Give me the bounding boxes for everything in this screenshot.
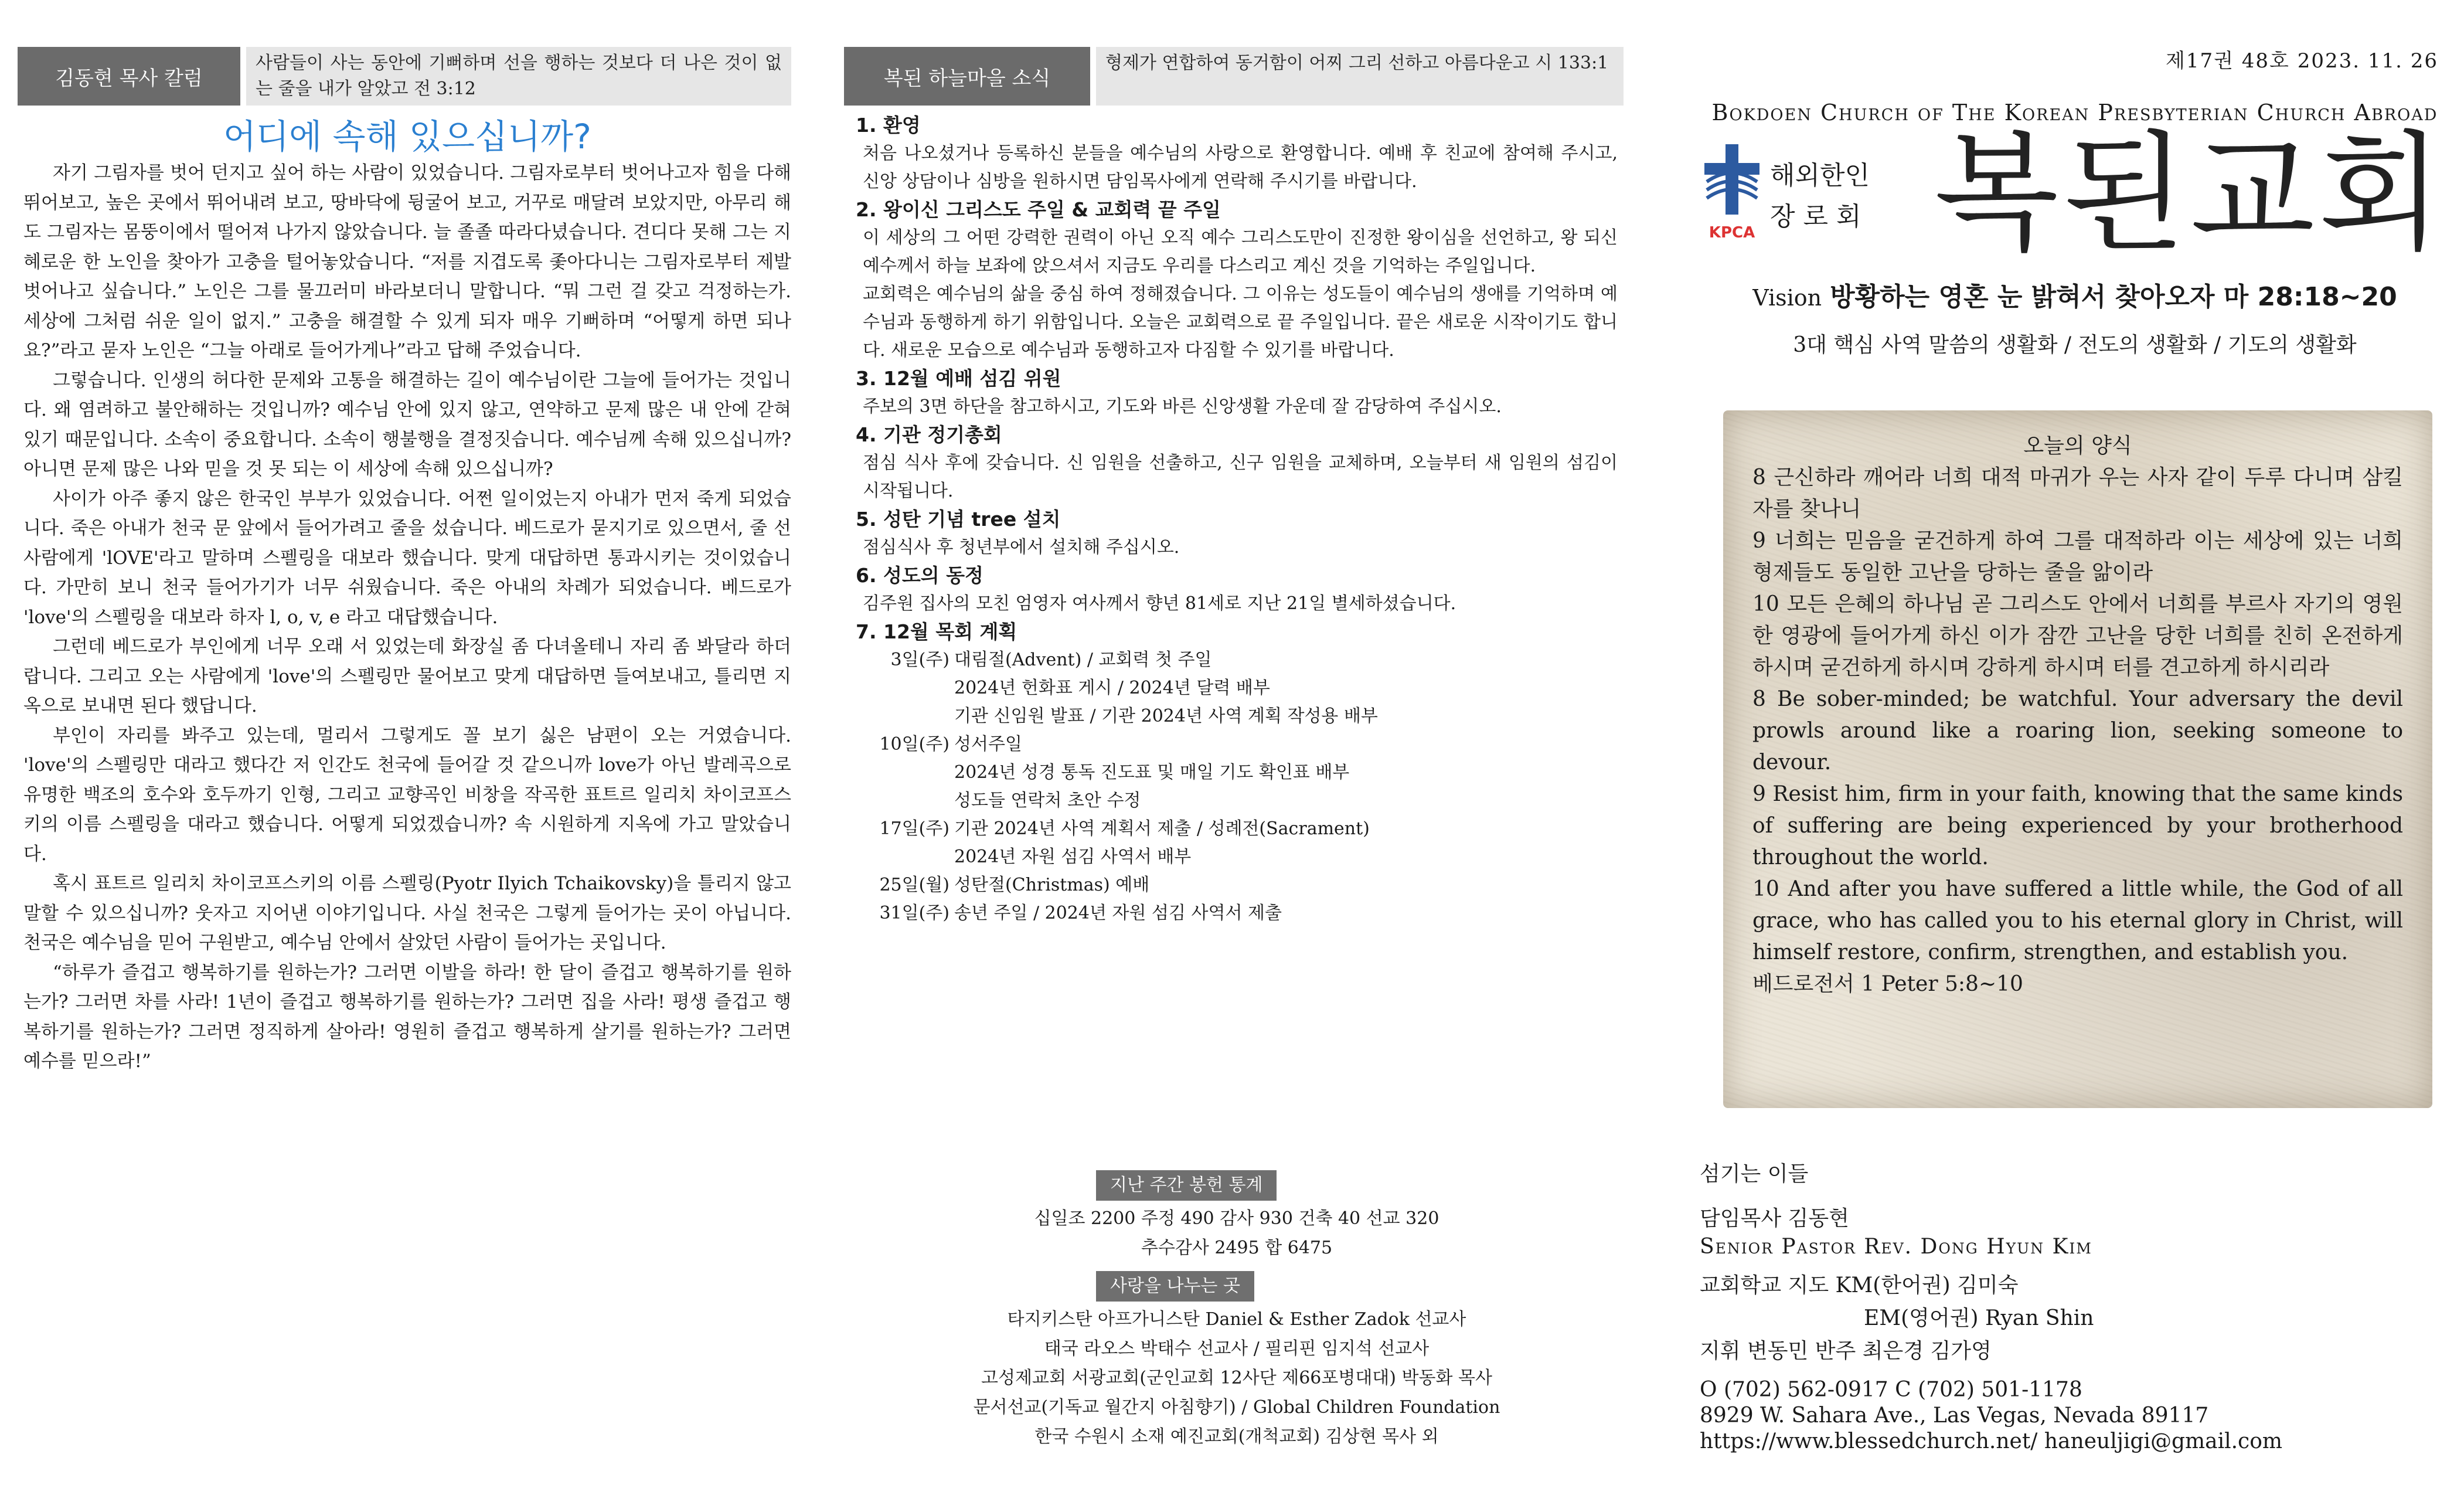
news-item-body: 김주원 집사의 모친 엄영자 여사께서 향년 81세로 지난 21일 별세하셨습니다. bbox=[863, 593, 1456, 614]
news-header bbox=[844, 47, 1629, 106]
news-item-title: 4. 기관 정기총회 bbox=[856, 423, 1002, 446]
reading-title: 오늘의 양식 bbox=[2023, 434, 2132, 458]
plan-row bbox=[856, 702, 1618, 730]
paragraph: 부인이 자리를 봐주고 있는데, 멀리서 그렇게도 꼴 보기 싫은 남편이 오는 거였습니다. 'love'의 스펠링만 대라고 했다간 저 인간도 천국에 들어갈 것 같으니까 love가 아닌 발레곡으로 유명한 백조의 호수와 호두까기 인형, 그리고 교향곡인 비창을 작곡한 표트르 일리치 차이코프스키의 이름 스펠링을 대라고 했습니다. 어떻게 되었겠습니까? 속 시원하게 지옥에 가고 말았습니다. bbox=[23, 725, 791, 865]
news-verse: 형제가 연합하여 동거함이 어찌 그리 선하고 아름다운고 시 133:1 bbox=[1096, 47, 1624, 106]
news-item bbox=[856, 421, 1618, 505]
plan-date: 31일(주) bbox=[879, 903, 949, 923]
plan-schedule bbox=[856, 646, 1618, 927]
sharing-line: 고성제교회 서광교회(군인교회 12사단 제66포병대대) 박동화 목사 bbox=[981, 1368, 1492, 1388]
plan-row bbox=[856, 646, 1618, 674]
news-item bbox=[856, 562, 1618, 618]
reading-verse: 8 근신하라 깨어라 너희 대적 마귀가 우는 사자 같이 두루 다니며 삼킬 자를 찾나니 bbox=[1752, 466, 2403, 521]
plan-row bbox=[856, 815, 1618, 843]
plan-row bbox=[856, 730, 1618, 759]
plan-date: 10일(주) bbox=[879, 734, 949, 755]
core-ministries: 3대 핵심 사역 말씀의 생활화 / 전도의 생활화 / 기도의 생활화 bbox=[1793, 333, 2357, 357]
reading-reference: 베드로전서 1 Peter 5:8~10 bbox=[1752, 972, 2023, 996]
sharing-list bbox=[844, 1305, 1629, 1452]
church-school-em: EM(영어권) Ryan Shin bbox=[1864, 1306, 2094, 1330]
church-english-name: Bokdoen Church of The Korean Presbyterian Church Abroad bbox=[1711, 100, 2438, 125]
plan-text: 2024년 성경 통독 진도표 및 매일 기도 확인표 배부 bbox=[954, 762, 1350, 783]
paragraph: 자기 그림자를 벗어 던지고 싶어 하는 사람이 있었습니다. 그림자로부터 벗어나고자 힘을 다해 뛰어보고, 높은 곳에서 뛰어내려 보고, 땅바닥에 뒹굴어 보고, 거꾸로 매달려 보았지만, 아무리 해도 그림자는 몸뚱이에서 떨어져 나가지 않았습니다. 늘 졸졸 따라다녔습니다. 견디다 못해 그는 지혜로운 한 노인을 찾아가 고충을 털어놓았습니다. “저를 지겹도록 좇아다니는 그림자로부터 제발 벗어나고 싶습니다.” 노인은 그를 물끄러미 바라보더니 말합니다. “뭐 그런 걸 갖고 걱정하는가. 세상에 그처럼 쉬운 일이 없지.” 고충을 해결할 수 있게 되자 매우 기뻐하며 “어떻게 하면 되나요?”라고 묻자 노인은 “그늘 아래로 들어가게나”라고 답해 주었습니다. bbox=[23, 162, 791, 361]
news-item-title: 5. 성탄 기념 tree 설치 bbox=[856, 508, 1061, 531]
news-item bbox=[856, 196, 1618, 365]
news-item-title: 3. 12월 예배 섬김 위원 bbox=[856, 367, 1061, 390]
paragraph: 혹시 표트르 일리치 차이코프스키의 이름 스펠링(Pyotr Ilyich Tchaikovsky)을 틀리지 않고 말할 수 있으십니까? 웃자고 지어낸 이야기입니다. 사실 천국은 그렇게 들어가는 곳이 아닙니다. 천국은 예수님을 믿어 구원받고, 예수님 안에서 살았던 사람이 들어가는 곳입니다. bbox=[23, 873, 791, 953]
column-verse: 사람들이 사는 동안에 기뻐하며 선을 행하는 것보다 더 나은 것이 없는 줄을 내가 알았고 전 3:12 bbox=[246, 47, 791, 106]
column-label: 김동현 목사 칼럼 bbox=[18, 47, 240, 106]
kpca-name bbox=[1770, 155, 1870, 237]
front-page bbox=[1688, 0, 2450, 1495]
phone-numbers: O (702) 562-0917 C (702) 501-1178 bbox=[1700, 1378, 2082, 1402]
offering-label: 지난 주간 봉헌 통계 bbox=[1096, 1170, 1277, 1201]
church-korean-name: 복된교회 bbox=[1934, 118, 2447, 269]
kpca-logo bbox=[1700, 141, 1764, 246]
daily-reading bbox=[1723, 410, 2432, 1108]
column-body bbox=[23, 158, 791, 1076]
plan-text: 기관 신임원 발표 / 기관 2024년 사역 계획 작성용 배부 bbox=[954, 706, 1378, 726]
kpca-name-line: 해외한인 bbox=[1770, 161, 1870, 191]
plan-text: 2024년 헌화표 게시 / 2024년 달력 배부 bbox=[954, 678, 1270, 698]
offering-line: 추수감사 2495 합 6475 bbox=[1141, 1238, 1333, 1258]
plan-title: 7. 12월 목회 계획 bbox=[856, 620, 1017, 643]
news-item-title: 6. 성도의 동정 bbox=[856, 564, 983, 587]
plan-row bbox=[856, 674, 1618, 702]
pastor-korean: 담임목사 김동현 bbox=[1700, 1207, 1849, 1231]
plan-text: 성탄절(Christmas) 예배 bbox=[954, 875, 1150, 895]
news-item-body: 주보의 3면 하단을 참고하시고, 기도와 바른 신앙생활 가운데 잘 감당하여 주십시오. bbox=[863, 396, 1502, 417]
church-school-km: 교회학교 지도 KM(한어권) 김미숙 bbox=[1700, 1273, 2019, 1297]
paragraph: 사이가 아주 좋지 않은 한국인 부부가 있었습니다. 어쩐 일이었는지 아내가 먼저 죽게 되었습니다. 죽은 아내가 천국 문 앞에서 들어가려고 줄을 섰습니다. 베드로가 묻지기로 있으면서, 줄 선 사람에게 'lOVE'라고 말하며 스펠링을 대보라 했습니다. 맞게 대답하면 통과시키는 것이었습니다. 가만히 보니 천국 들어가기가 너무 쉬웠습니다. 죽은 아내의 차례가 되었습니다. 베드로가 'love'의 스펠링을 대보라 하자 l, o, v, e 라고 대답했습니다. bbox=[23, 488, 791, 628]
plan-text: 2024년 자원 섬김 사역서 배부 bbox=[954, 847, 1192, 867]
news-item-title: 1. 환영 bbox=[856, 114, 921, 137]
plan-text: 성서주일 bbox=[954, 734, 1022, 755]
news-item bbox=[856, 365, 1618, 421]
vision-text: 방황하는 영혼 눈 밝혀서 찾아오자 마 28:18~20 bbox=[1830, 282, 2397, 312]
plan-text: 기관 2024년 사역 계획서 제출 / 성례전(Sacrament) bbox=[954, 818, 1370, 839]
paragraph: 그런데 베드로가 부인에게 너무 오래 서 있었는데 화장실 좀 다녀올테니 자리 좀 봐달라 하더랍니다. 그리고 오는 사람에게 'love'의 스펠링만 물어보고 맞게 대답하면 들여보내고, 틀리면 지옥으로 보내면 된다 했답니다. bbox=[23, 636, 791, 716]
sharing-line: 태국 라오스 박태수 선교사 / 필리핀 임지석 선교사 bbox=[1044, 1338, 1430, 1359]
kpca-logo-text: KPCA bbox=[1709, 224, 1755, 242]
sharing-line: 한국 수원시 소재 예진교회(개척교회) 김상현 목사 외 bbox=[1034, 1426, 1439, 1447]
news-item-body: 이 세상의 그 어떤 강력한 권력이 아닌 오직 예수 그리스도만이 진정한 왕이심을 선언하고, 왕 되신 예수께서 하늘 보좌에 앉으셔서 지금도 우리를 다스리고 계신 것을 기억하는 주일입니다. bbox=[863, 227, 1618, 276]
plan-row bbox=[856, 899, 1618, 927]
news-item bbox=[856, 618, 1618, 927]
sharing-label: 사랑을 나누는 곳 bbox=[1096, 1271, 1254, 1302]
reading-verse: 9 너희는 믿음을 굳건하게 하여 그를 대적하라 이는 세상에 있는 너희 형제들도 동일한 고난을 당하는 줄을 앎이라 bbox=[1752, 529, 2403, 585]
plan-date: 3일(주) bbox=[890, 650, 949, 670]
reading-verse: 10 And after you have suffered a little while, the God of all grace, who has called you to his eternal glory in Christ, will himself restore, confirm, strengthen, and establish you. bbox=[1752, 877, 2403, 964]
plan-text: 성도들 연락처 초안 수정 bbox=[954, 790, 1141, 811]
offering-stats bbox=[844, 1204, 1629, 1263]
reading-verse: 8 Be sober-minded; be watchful. Your adversary the devil prowls around like a roaring lion, seeking someone to devour. bbox=[1752, 687, 2403, 774]
news-item-title: 2. 왕이신 그리스도 주일 & 교회력 끝 주일 bbox=[856, 198, 1221, 221]
news-item bbox=[856, 505, 1618, 562]
pastor-column bbox=[18, 0, 797, 1495]
news-label: 복된 하늘마을 소식 bbox=[844, 47, 1090, 106]
news-item-body: 점심식사 후 청년부에서 설치해 주십시오. bbox=[863, 537, 1180, 558]
sharing-line: 타지키스탄 아프가니스탄 Daniel & Esther Zadok 선교사 bbox=[1007, 1309, 1466, 1330]
issue-info: 제17권 48호 2023. 11. 26 bbox=[2166, 49, 2438, 73]
reading-verse: 10 모든 은혜의 하나님 곧 그리스도 안에서 너희를 부르사 자기의 영원한 영광에 들어가게 하신 이가 잠깐 고난을 당한 너희를 친히 온전하게 하시며 굳건하게 하시며 강하게 하시며 터를 견고하게 하시리라 bbox=[1752, 592, 2403, 679]
spacer bbox=[1700, 1191, 2450, 1202]
column-header bbox=[18, 47, 797, 106]
news-item-body: 점심 식사 후에 갖습니다. 신 임원을 선출하고, 신구 임원을 교체하며, 오늘부터 새 임원의 섬김이 시작됩니다. bbox=[863, 453, 1618, 501]
plan-date: 25일(월) bbox=[879, 875, 949, 895]
web-email[interactable]: https://www.blessedchurch.net/ haneuljigi@gmail.com bbox=[1700, 1429, 2283, 1453]
plan-row bbox=[856, 871, 1618, 899]
offering-line: 십일조 2200 주정 490 감사 930 건축 40 선교 320 bbox=[1034, 1208, 1439, 1229]
plan-date: 17일(주) bbox=[879, 818, 949, 839]
kpca-name-line: 장 로 회 bbox=[1770, 202, 1861, 232]
news-column bbox=[844, 0, 1629, 1495]
paragraph: “하루가 즐겁고 행복하기를 원하는가? 그러면 이발을 하라! 한 달이 즐겁고 행복하기를 원하는가? 그러면 차를 사라! 1년이 즐겁고 행복하기를 원하는가? 그러면 집을 사라! 평생 즐겁고 행복하기를 원하는가? 그러면 정직하게 살아라! 영원히 즐겁고 행복하게 살기를 원하는가? 그러면 예수를 믿으라!” bbox=[23, 961, 791, 1072]
plan-row bbox=[856, 759, 1618, 787]
pastor-english: Senior Pastor Rev. Dong Hyun Kim bbox=[1700, 1235, 2092, 1259]
vision-line bbox=[1700, 276, 2450, 313]
news-item-body: 교회력은 예수님의 삶을 중심 하여 정해졌습니다. 그 이유는 성도들이 예수님의 생애를 기억하며 예수님과 동행하게 하기 위함입니다. 오늘은 교회력으로 끝 주일입니다. 끝은 새로운 시작이기도 합니다. 새로운 모습으로 예수님과 동행하고자 다짐할 수 있기를 바랍니다. bbox=[863, 284, 1618, 361]
staff-section bbox=[1700, 1158, 2450, 1458]
reading-verse: 9 Resist him, firm in your faith, knowing that the same kinds of suffering are being experienced by your brotherhood throughout the world. bbox=[1752, 782, 2403, 869]
plan-text: 송년 주일 / 2024년 자원 섬김 사역서 제출 bbox=[954, 903, 1282, 923]
news-list bbox=[856, 111, 1618, 927]
plan-row bbox=[856, 787, 1618, 815]
sharing-line: 문서선교(기독교 월간지 아침향기) / Global Children Foundation bbox=[973, 1397, 1500, 1418]
plan-text: 대림절(Advent) / 교회력 첫 주일 bbox=[954, 650, 1212, 670]
plan-row bbox=[856, 843, 1618, 871]
column-title: 어디에 속해 있으십니까? bbox=[223, 117, 591, 157]
address: 8929 W. Sahara Ave., Las Vegas, Nevada 89117 bbox=[1700, 1404, 2209, 1428]
choir-staff: 지휘 변동민 반주 최은경 김가영 bbox=[1700, 1339, 1992, 1363]
news-item-body: 처음 나오셨거나 등록하신 분들을 예수님의 사랑으로 환영합니다. 예배 후 친교에 참여해 주시고, 신앙 상담이나 심방을 원하시면 담임목사에게 연락해 주시기를 바랍니다. bbox=[863, 143, 1618, 192]
vision-label: Vision bbox=[1752, 285, 1822, 311]
paragraph: 그렇습니다. 인생의 허다한 문제와 고통을 해결하는 길이 예수님이란 그늘에 들어가는 것입니다. 왜 염려하고 불안해하는 것입니까? 예수님 안에 있지 않고, 연약하고 문제 많은 내 안에 갇혀 있기 때문입니다. 소속이 중요합니다. 소속이 행불행을 결정짓습니다. 예수님께 속해 있으십니까? 아니면 문제 많은 나와 믿을 것 못 되는 이 세상에 속해 있으십니까? bbox=[23, 369, 791, 480]
news-item bbox=[856, 111, 1618, 196]
staff-title: 섬기는 이들 bbox=[1700, 1162, 1809, 1186]
